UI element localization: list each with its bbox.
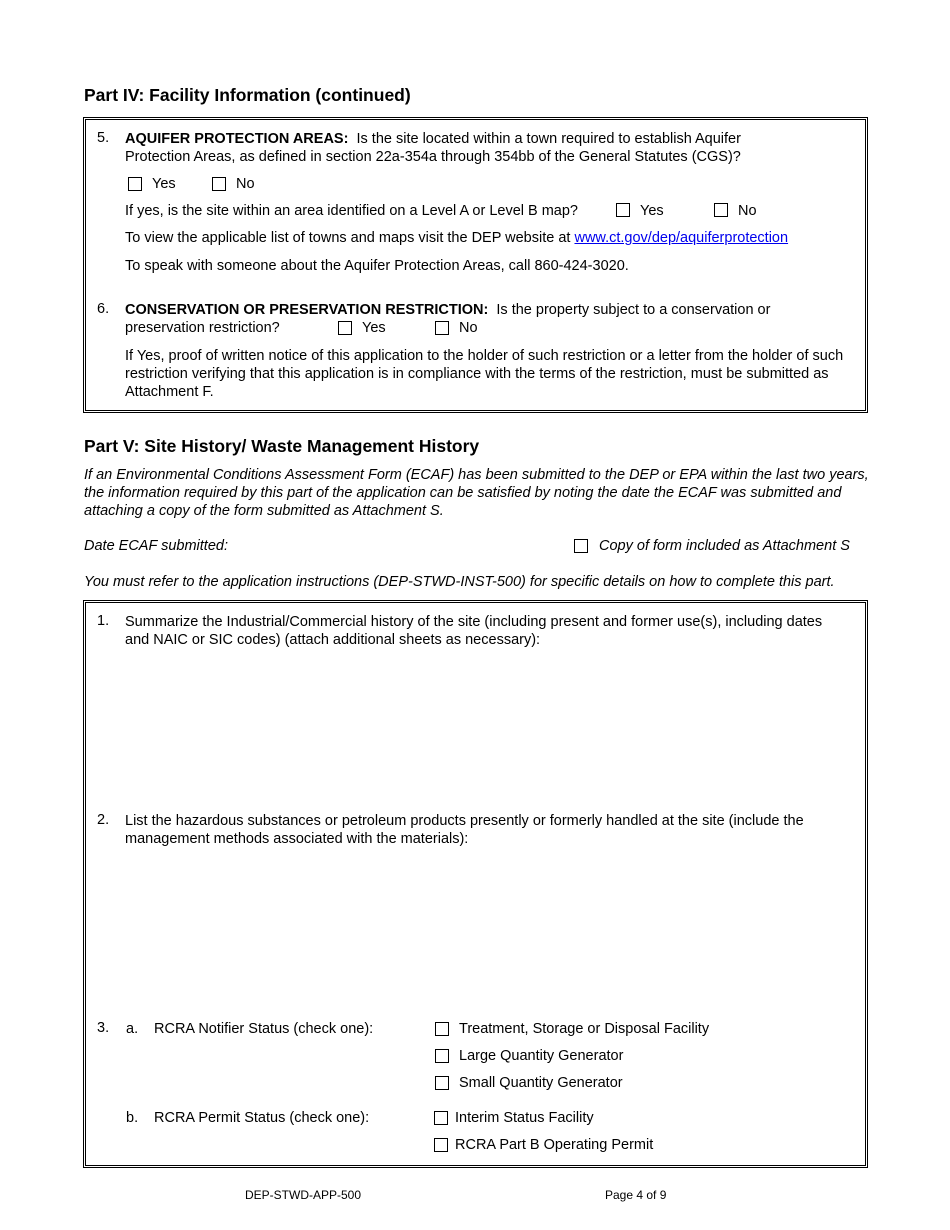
- q5-view-line: [125, 229, 788, 247]
- q6-title: CONSERVATION OR PRESERVATION RESTRICTION:: [125, 302, 489, 318]
- q3a-label: RCRA Notifier Status (check one):: [154, 1021, 374, 1037]
- p5-q2-text: List the hazardous substances or petroleum products presently or formerly handled at the site (include the management methods associated with the materials):: [125, 813, 804, 847]
- industrial-history-field[interactable]: [125, 655, 845, 795]
- q3b-label: RCRA Permit Status (check one):: [154, 1110, 370, 1126]
- lqg-label: Large Quantity Generator: [459, 1048, 624, 1064]
- q5-level-yes-checkbox[interactable]: [616, 203, 630, 217]
- q5-title: AQUIFER PROTECTION AREAS:: [125, 131, 349, 147]
- q6-text2: preservation restriction?: [125, 320, 280, 336]
- q6-number: 6.: [97, 301, 110, 317]
- copy-attachment-s-checkbox[interactable]: [574, 539, 588, 553]
- p5-q3-number: 3.: [97, 1020, 110, 1036]
- q6-text1: Is the property subject to a conservation or: [496, 302, 771, 318]
- interim-status-checkbox[interactable]: [434, 1111, 448, 1125]
- footer-page-number: Page 4 of 9: [605, 1188, 667, 1202]
- lqg-checkbox[interactable]: [435, 1049, 449, 1063]
- ecaf-date-label: Date ECAF submitted:: [84, 538, 228, 554]
- q6-yes-label: Yes: [362, 320, 386, 336]
- footer-form-id: DEP-STWD-APP-500: [245, 1188, 362, 1202]
- aquifer-protection-link[interactable]: www.ct.gov/dep/aquiferprotection: [574, 230, 789, 246]
- tsdf-checkbox[interactable]: [435, 1022, 449, 1036]
- p5-q1-number: 1.: [97, 613, 110, 629]
- q3b-letter: b.: [126, 1110, 139, 1126]
- copy-attachment-s-label: Copy of form included as Attachment S: [599, 538, 850, 554]
- q5-speak-text: To speak with someone about the Aquifer Protection Areas, call 860-424-3020.: [125, 258, 629, 274]
- q5-level-no-label: No: [738, 203, 757, 219]
- p5-q1-text: Summarize the Industrial/Commercial history of the site (including present and former use(s), including dates and NAIC or SIC codes) (attach additional sheets as necessary):: [125, 614, 823, 648]
- q5-yes-label: Yes: [152, 176, 176, 192]
- q5-yes-checkbox[interactable]: [128, 177, 142, 191]
- q5-level-no-checkbox[interactable]: [714, 203, 728, 217]
- hazardous-substances-field[interactable]: [125, 855, 845, 995]
- q6-line1: [125, 301, 770, 319]
- q6-yes-checkbox[interactable]: [338, 321, 352, 335]
- q5-level-yes-label: Yes: [640, 203, 664, 219]
- part5-intro: If an Environmental Conditions Assessment Form (ECAF) has been submitted to the DEP or EPA within the last two years, the information required by this part of the application can be satisfied by noting the date the ECAF was submitted and attaching a copy of the form submitted as Attachment S.: [84, 467, 869, 519]
- part-b-permit-label: RCRA Part B Operating Permit: [455, 1137, 654, 1153]
- part5-instructions: You must refer to the application instructions (DEP-STWD-INST-500) for specific details on how to complete this part.: [84, 574, 835, 590]
- q5-no-checkbox[interactable]: [212, 177, 226, 191]
- q6-paragraph: If Yes, proof of written notice of this application to the holder of such restriction or a letter from the holder of such restriction verifying that this application is in compliance with the terms of the restriction, must be submitted as Attachment F.: [125, 348, 844, 400]
- q5-text1: Is the site located within a town required to establish Aquifer: [356, 131, 741, 147]
- q5-view-text: To view the applicable list of towns and maps visit the DEP website at: [125, 230, 571, 246]
- q3a-letter: a.: [126, 1021, 139, 1037]
- interim-status-label: Interim Status Facility: [455, 1110, 594, 1126]
- part4-heading: Part IV: Facility Information (continued): [84, 85, 411, 105]
- tsdf-label: Treatment, Storage or Disposal Facility: [459, 1021, 710, 1037]
- q6-no-label: No: [459, 320, 478, 336]
- sqg-checkbox[interactable]: [435, 1076, 449, 1090]
- sqg-label: Small Quantity Generator: [459, 1075, 623, 1091]
- part5-heading: Part V: Site History/ Waste Management History: [84, 436, 480, 456]
- q5-no-label: No: [236, 176, 255, 192]
- p5-q2-number: 2.: [97, 812, 110, 828]
- q5-text2: Protection Areas, as defined in section 22a-354a through 354bb of the General Statutes (CGS)?: [125, 149, 741, 165]
- q5-number: 5.: [97, 130, 110, 146]
- q5-level-question: If yes, is the site within an area identified on a Level A or Level B map?: [125, 203, 578, 219]
- q6-no-checkbox[interactable]: [435, 321, 449, 335]
- part-b-permit-checkbox[interactable]: [434, 1138, 448, 1152]
- q5-line1: [125, 130, 741, 148]
